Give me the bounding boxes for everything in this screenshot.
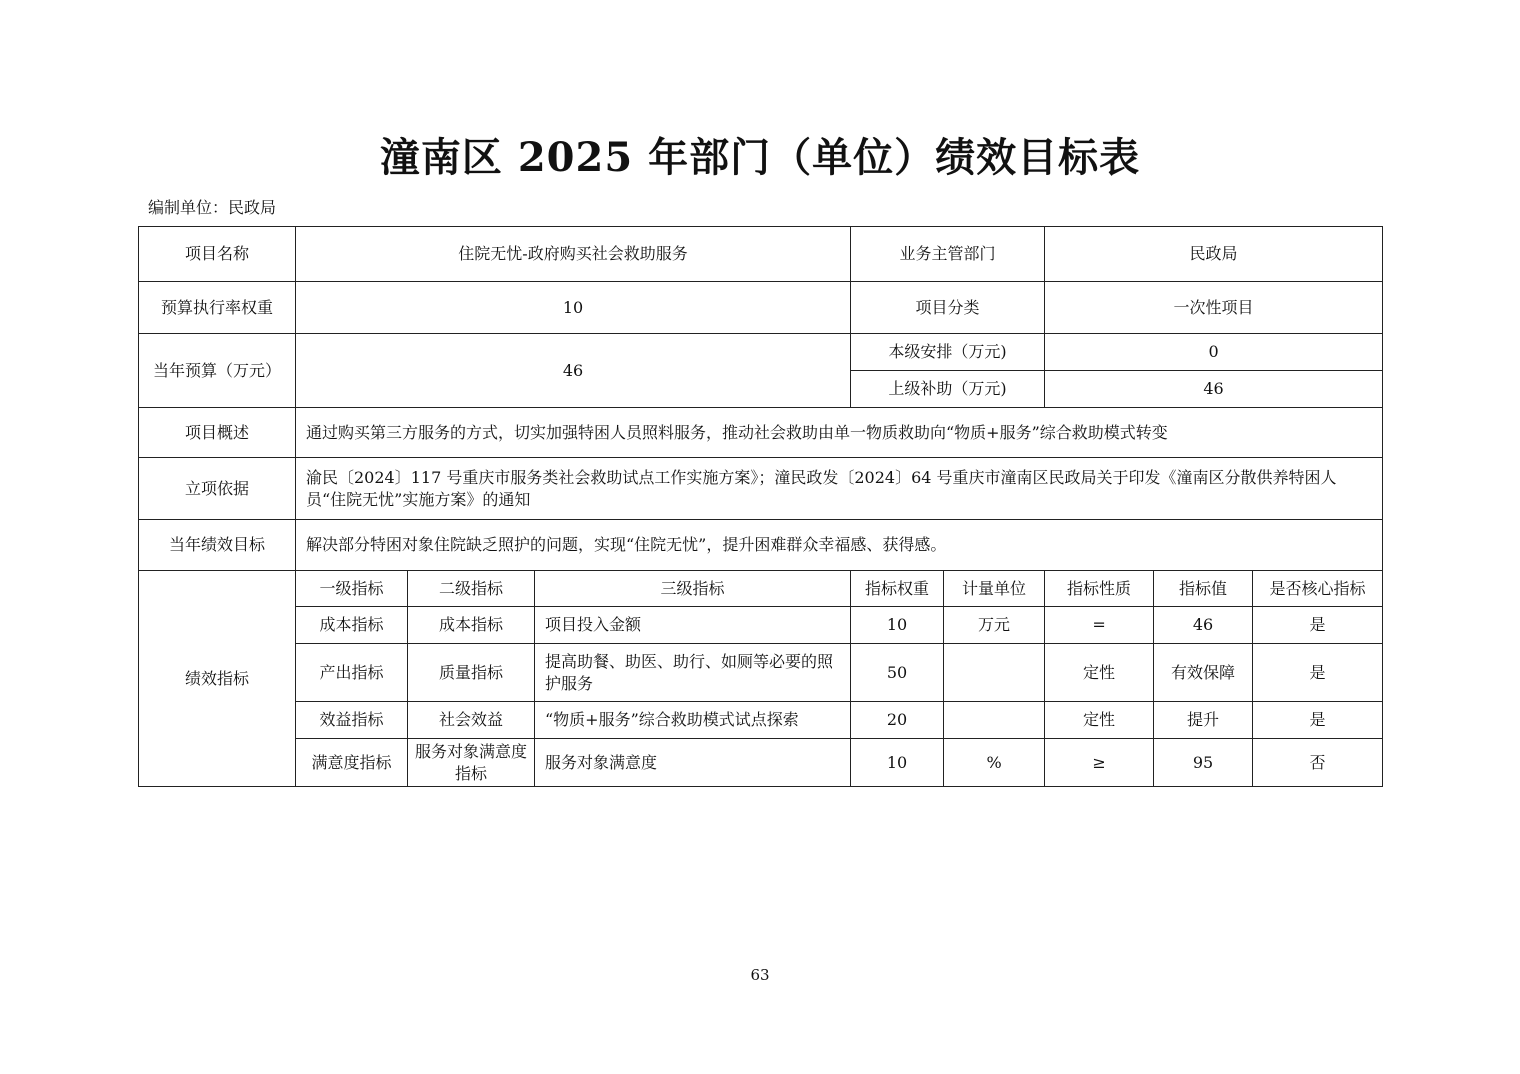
table-row (139, 644, 1383, 702)
local-value: 0 (1045, 334, 1383, 371)
indicator-header-row (139, 571, 1383, 607)
level3-cell: “物质+服务”综合救助模式试点探索 (535, 702, 851, 739)
basis-value: 渝民〔2024〕117 号重庆市服务类社会救助试点工作实施方案》；潼民政发〔2024〕64 号重庆市潼南区民政局关于印发《潼南区分散供养特困人员“住院无忧”实施方案》的通知 (296, 458, 1383, 520)
performance-table (138, 226, 1383, 787)
goal-value: 解决部分特困对象住院缺乏照护的问题，实现“住院无忧”，提升困难群众幸福感、获得感。 (296, 520, 1383, 571)
subsidy-value: 46 (1045, 371, 1383, 408)
local-label: 本级安排（万元) (851, 334, 1045, 371)
level1-cell: 产出指标 (296, 644, 408, 702)
level2-cell: 社会效益 (408, 702, 535, 739)
table-row (139, 607, 1383, 644)
unit-cell (944, 644, 1045, 702)
dept-value: 民政局 (1045, 227, 1383, 282)
level1-cell: 成本指标 (296, 607, 408, 644)
project-name-label: 项目名称 (139, 227, 296, 282)
row-project-name (139, 227, 1383, 282)
core-cell: 否 (1253, 739, 1383, 787)
nature-cell: ≥ (1045, 739, 1154, 787)
unit-cell: % (944, 739, 1045, 787)
category-value: 一次性项目 (1045, 282, 1383, 334)
dept-label: 业务主管部门 (851, 227, 1045, 282)
row-goal (139, 520, 1383, 571)
value-cell: 有效保障 (1154, 644, 1253, 702)
header-weight: 指标权重 (851, 571, 944, 607)
header-level2: 二级指标 (408, 571, 535, 607)
level2-cell: 服务对象满意度指标 (408, 739, 535, 787)
header-level1: 一级指标 (296, 571, 408, 607)
budget-label: 当年预算（万元） (139, 334, 296, 408)
level2-cell: 成本指标 (408, 607, 535, 644)
basis-label: 立项依据 (139, 458, 296, 520)
nature-cell: 定性 (1045, 702, 1154, 739)
level3-cell: 提高助餐、助医、助行、如厕等必要的照护服务 (535, 644, 851, 702)
nature-cell: 定性 (1045, 644, 1154, 702)
project-name-value: 住院无忧-政府购买社会救助服务 (296, 227, 851, 282)
row-budget-local (139, 334, 1383, 371)
level3-cell: 项目投入金额 (535, 607, 851, 644)
indicators-section-label: 绩效指标 (139, 571, 296, 787)
overview-label: 项目概述 (139, 408, 296, 458)
unit-cell: 万元 (944, 607, 1045, 644)
page-number: 63 (750, 966, 770, 984)
goal-label: 当年绩效目标 (139, 520, 296, 571)
unit-cell (944, 702, 1045, 739)
category-label: 项目分类 (851, 282, 1045, 334)
value-cell: 46 (1154, 607, 1253, 644)
header-nature: 指标性质 (1045, 571, 1154, 607)
header-core: 是否核心指标 (1253, 571, 1383, 607)
weight-cell: 10 (851, 607, 944, 644)
compiling-unit: 编制单位：民政局 (148, 198, 277, 217)
page-title: 潼南区 2025 年部门（单位）绩效目标表 (379, 134, 1141, 181)
overview-value: 通过购买第三方服务的方式，切实加强特困人员照料服务，推动社会救助由单一物质救助向“物质+服务”综合救助模式转变 (296, 408, 1383, 458)
row-basis (139, 458, 1383, 520)
row-weight (139, 282, 1383, 334)
weight-cell: 10 (851, 739, 944, 787)
subsidy-label: 上级补助（万元) (851, 371, 1045, 408)
nature-cell: = (1045, 607, 1154, 644)
weight-value: 10 (296, 282, 851, 334)
level1-cell: 效益指标 (296, 702, 408, 739)
core-cell: 是 (1253, 644, 1383, 702)
header-unit: 计量单位 (944, 571, 1045, 607)
budget-value: 46 (296, 334, 851, 408)
core-cell: 是 (1253, 607, 1383, 644)
core-cell: 是 (1253, 702, 1383, 739)
level1-cell: 满意度指标 (296, 739, 408, 787)
header-value: 指标值 (1154, 571, 1253, 607)
weight-cell: 50 (851, 644, 944, 702)
value-cell: 95 (1154, 739, 1253, 787)
table-row (139, 702, 1383, 739)
row-overview (139, 408, 1383, 458)
header-level3: 三级指标 (535, 571, 851, 607)
table-row (139, 739, 1383, 787)
weight-cell: 20 (851, 702, 944, 739)
level3-cell: 服务对象满意度 (535, 739, 851, 787)
value-cell: 提升 (1154, 702, 1253, 739)
weight-label: 预算执行率权重 (139, 282, 296, 334)
level2-cell: 质量指标 (408, 644, 535, 702)
